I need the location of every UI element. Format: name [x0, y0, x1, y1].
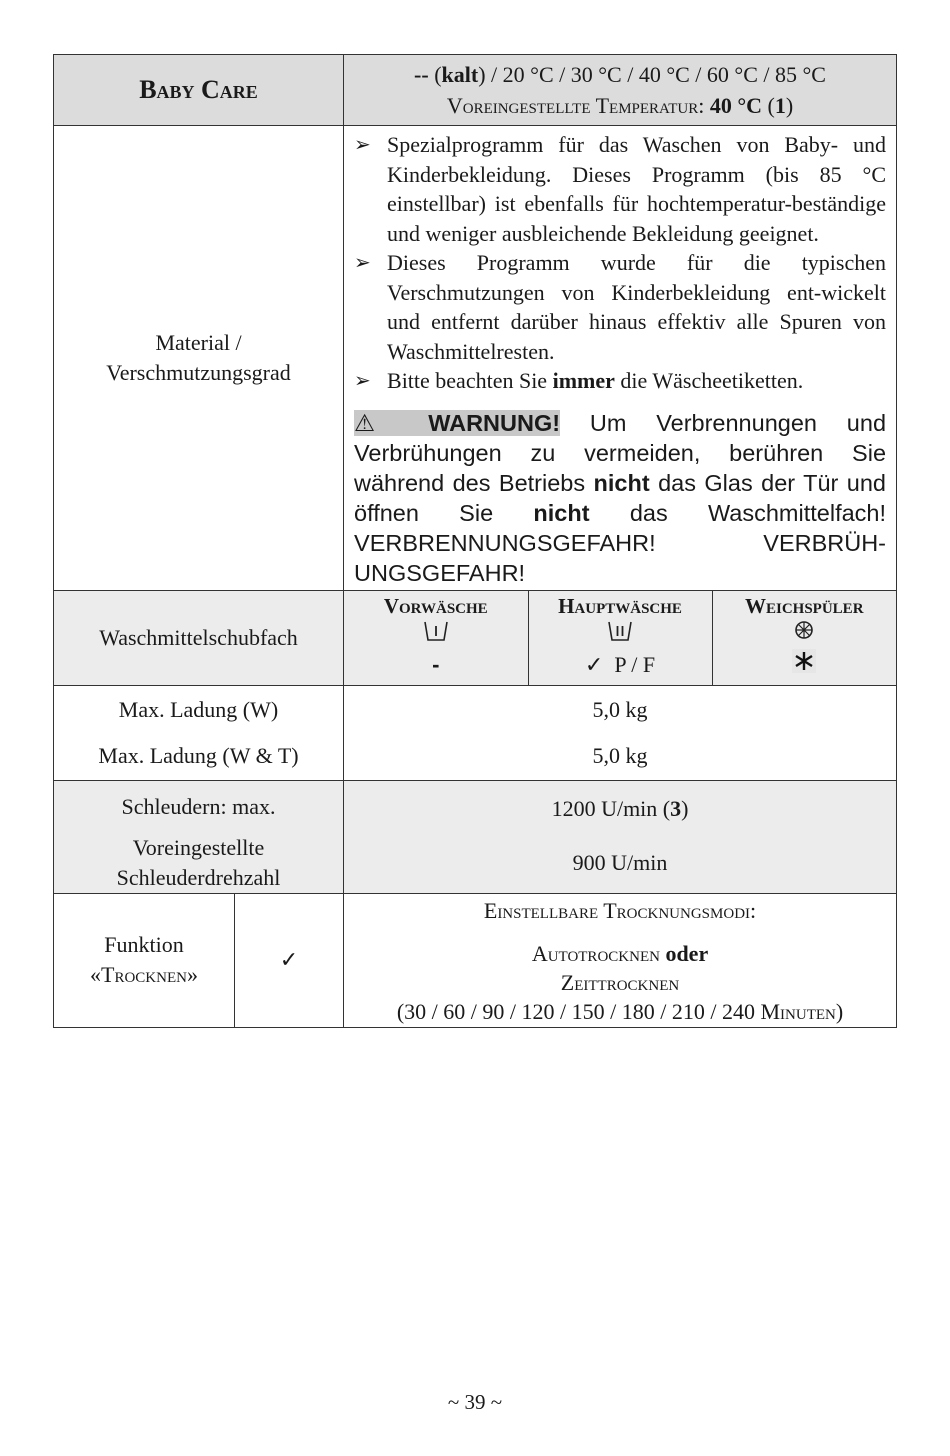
mainwash-value-line [529, 651, 712, 680]
prewash-title: Vorwäsche [383, 593, 488, 618]
dry-times-close: ) [835, 998, 844, 1024]
bullet-text-3a: Bitte beachten Sie [387, 368, 553, 393]
bullet-text-1: Spezialprogramm für das Waschen von Baby- und Kinderbekleidung. Dieses Programm (bis 85 °C einstellbar) ist ebenfalls für hochtemperatur-beständige und weniger ausbleichende Bekleidung geeignet. [387, 132, 887, 246]
load-row [54, 685, 897, 780]
prewash-cell [344, 591, 528, 685]
bullet-list [344, 126, 896, 396]
spin-max-value: 1200 U/min ( [551, 795, 671, 821]
load-labels [54, 685, 344, 780]
material-description [344, 126, 897, 591]
warning-block [344, 396, 896, 590]
temperature-options [344, 59, 896, 90]
dry-mode-auto-line [344, 939, 896, 968]
warning-triangle-icon: ⚠ [354, 408, 399, 437]
dry-mode-auto: Autotrocknen [531, 940, 660, 966]
program-name: Baby Care [54, 55, 344, 126]
warning-text-a: Um Verbrennungen und Verbrühungen zu vermeiden, berühren Sie während des Betriebs [354, 409, 887, 496]
program-table [53, 54, 897, 1028]
dry-row [54, 893, 897, 1027]
drawer-compartments [344, 590, 897, 685]
asterisk-icon [713, 649, 897, 681]
dry-times-line [344, 997, 896, 1026]
load-w-label: Max. Ladung (W) [118, 696, 279, 722]
warning-text-c: das Glas der Tür und öffnen Sie [354, 469, 886, 526]
arrow-bullet-icon: ➢ [354, 368, 371, 392]
spin-max-value-line [344, 783, 896, 835]
spin-row [54, 780, 897, 893]
bullet-text-2: Dieses Programm wurde für die typischen Verschmutzungen von Kinderbekleidung ent-wickelt und entfernt darüber hinaus effektiv alle Spuren von Waschmittelresten. [387, 250, 887, 364]
temp-cold-dash: -- [414, 62, 429, 87]
dry-times-unit: Minuten [760, 998, 836, 1024]
warning-text-b: nicht [593, 469, 650, 496]
compartment-two-icon [529, 619, 712, 651]
spin-preset-label-line2: Schleuderdrehzahl [116, 864, 281, 890]
arrow-bullet-icon: ➢ [354, 250, 371, 274]
softener-cell [712, 591, 896, 685]
warning-label-box [354, 410, 560, 436]
softener-title: Weichspüler [745, 593, 864, 618]
preset-temp-label: Voreingestellte Temperatur: [446, 93, 705, 118]
dry-label-line2: «Trocknen» [90, 962, 198, 987]
material-label-line1: Material / [155, 329, 242, 355]
flower-icon [713, 619, 897, 649]
page-number: ~ 39 ~ [447, 1390, 503, 1414]
load-w-value: 5,0 kg [592, 696, 648, 722]
drawer-label: Waschmittelschubfach [54, 590, 344, 685]
bullet-text-3b: immer [552, 368, 615, 393]
drawer-row [54, 590, 897, 685]
dry-mode-or: oder [659, 940, 709, 966]
spin-labels [54, 780, 344, 893]
bullet-item-3 [354, 366, 886, 396]
spin-values [344, 780, 897, 893]
temperature-cell [344, 55, 897, 126]
mainwash-value: P / F [614, 651, 656, 677]
spin-preset-value: 900 U/min [572, 849, 668, 875]
mainwash-cell [528, 591, 712, 685]
temp-cold-label: kalt [441, 62, 479, 87]
material-row [54, 126, 897, 591]
arrow-bullet-icon: ➢ [354, 132, 371, 156]
temp-values: ) / 20 °C / 30 °C / 40 °C / 60 °C / 85 °C [478, 62, 826, 87]
bullet-text-3c: die Wäscheetiketten. [614, 368, 804, 393]
preset-note-close: ) [785, 93, 794, 118]
dry-check-icon: ✓ [235, 893, 344, 1027]
header-row [54, 55, 897, 126]
warning-label: WARNUNG! [428, 409, 561, 436]
preset-note-open: ( [762, 93, 775, 118]
dry-label-line1: Funktion [104, 932, 184, 957]
preset-note-number: 1 [774, 93, 786, 118]
dry-times: (30 / 60 / 90 / 120 / 150 / 180 / 210 / 240 [396, 998, 761, 1024]
preset-temp-value: 40 °C [709, 93, 763, 118]
load-values [344, 685, 897, 780]
load-wt-value: 5,0 kg [592, 742, 648, 768]
dry-modes [344, 893, 897, 1027]
compartment-table [344, 591, 896, 685]
prewash-value: - [432, 651, 440, 677]
preset-temperature [344, 90, 896, 121]
mainwash-title: Hauptwäsche [558, 593, 682, 618]
temp-paren-open: ( [428, 62, 442, 87]
load-wt-label: Max. Ladung (W & T) [98, 742, 299, 768]
material-label [54, 126, 344, 591]
spin-max-close: ) [681, 795, 689, 821]
spin-preset-label-line1: Voreingestellte [132, 834, 265, 860]
check-icon: ✓ [584, 652, 604, 678]
bullet-item-2 [354, 248, 886, 366]
spin-max-label: Schleudern: max. [121, 793, 276, 819]
dry-modes-title: Einstellbare Trocknungsmodi: [483, 897, 757, 923]
bullet-item-1 [354, 130, 886, 248]
material-label-line2: Verschmutzungsgrad [106, 359, 291, 385]
dry-label [54, 893, 235, 1027]
warning-text-e: das Waschmittelfach! VERBRENNUNGSGEFAHR! VERBRÜH-UNGSGEFAHR! [354, 499, 887, 586]
compartment-one-icon [344, 619, 528, 651]
dry-mode-time: Zeittrocknen [560, 969, 680, 995]
spin-max-note: 3 [670, 795, 682, 821]
warning-text-d: nicht [533, 499, 590, 526]
